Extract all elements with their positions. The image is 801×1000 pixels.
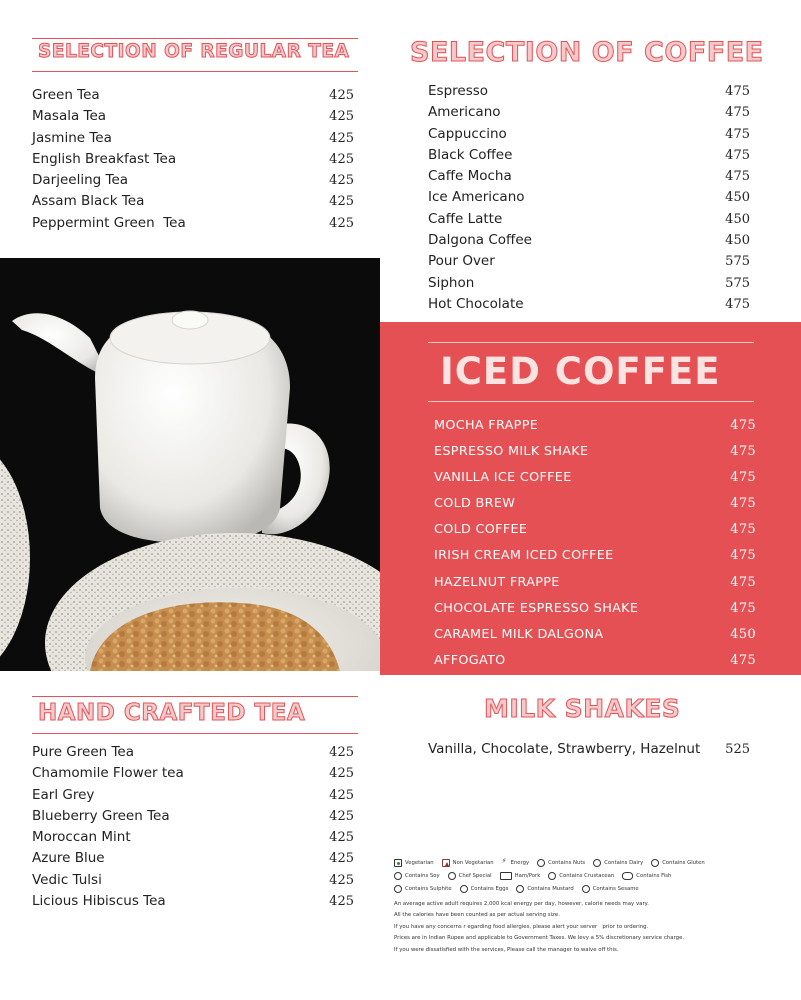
item-name: Moroccan Mint <box>32 829 131 846</box>
menu-item <box>32 213 354 234</box>
hand-crafted-top-rule <box>32 696 358 697</box>
legend-row <box>394 885 774 893</box>
item-name: ESPRESSO MILK SHAKE <box>434 444 589 460</box>
menu-item <box>428 145 750 166</box>
item-name: CARAMEL MILK DALGONA <box>434 626 604 642</box>
energy-icon <box>502 859 508 867</box>
item-price: 425 <box>329 830 354 846</box>
legend-item <box>537 859 585 867</box>
chef-special-icon <box>448 872 456 880</box>
menu-item <box>434 517 756 543</box>
item-price: 425 <box>329 872 354 888</box>
menu-item <box>32 191 354 212</box>
menu-item <box>434 596 756 622</box>
item-name: Ice Americano <box>428 189 525 206</box>
item-price: 475 <box>730 574 756 590</box>
legend-label: Contains Nuts <box>548 860 586 866</box>
menu-item <box>434 622 756 648</box>
item-name: Cappuccino <box>428 125 507 142</box>
menu-item <box>32 870 354 891</box>
legend-label: Vegetarian <box>405 860 434 866</box>
legend-label: Contains Sesame <box>592 886 639 892</box>
legend-row <box>394 872 774 880</box>
item-price: 425 <box>329 194 354 210</box>
iced-coffee-title: ICED COFFEE <box>440 350 721 393</box>
item-price: 450 <box>725 233 750 249</box>
item-price: 475 <box>730 600 756 616</box>
legend-item <box>442 859 494 867</box>
menu-item <box>434 648 756 674</box>
menu-item <box>428 273 750 294</box>
menu-item <box>32 827 354 848</box>
item-price: 475 <box>725 296 750 312</box>
menu-item <box>434 439 756 465</box>
item-name: Americano <box>428 104 501 121</box>
ham-pork-icon <box>500 872 512 880</box>
item-name: Vanilla, Chocolate, Strawberry, Hazelnut <box>428 741 701 757</box>
item-price: 425 <box>329 808 354 824</box>
legend-item <box>593 859 643 867</box>
legend-item <box>394 859 434 867</box>
mustard-icon <box>516 885 524 893</box>
item-name: Masala Tea <box>32 108 107 125</box>
item-name: Siphon <box>428 274 475 291</box>
item-price: 425 <box>329 173 354 189</box>
item-name: VANILLA ICE COFFEE <box>434 470 572 486</box>
legend-label: Contains Fish <box>636 873 672 879</box>
nuts-icon <box>537 859 545 867</box>
item-price: 475 <box>730 470 756 486</box>
item-price: 450 <box>725 190 750 206</box>
item-price: 425 <box>329 88 354 103</box>
legend-label: Contains Gluten <box>662 860 705 866</box>
hand-crafted-title: HAND CRAFTED TEA <box>38 700 306 726</box>
menu-item <box>428 230 750 251</box>
item-price: 425 <box>329 745 354 760</box>
item-name: HAZELNUT FRAPPE <box>434 574 560 590</box>
menu-item <box>428 124 750 145</box>
fish-icon <box>622 872 633 880</box>
item-price: 425 <box>329 151 354 167</box>
regular-tea-list <box>32 85 354 234</box>
item-price: 475 <box>730 652 756 668</box>
menu-item <box>434 570 756 596</box>
hand-crafted-bottom-rule <box>32 733 358 734</box>
legend-item <box>516 885 573 893</box>
legend-item <box>548 872 614 880</box>
teapot-lid-knob <box>172 311 208 329</box>
iced-coffee-bottom-rule <box>428 401 754 402</box>
item-price: 475 <box>730 496 756 512</box>
legend-item <box>500 872 541 880</box>
menu-item <box>32 742 354 763</box>
item-name: Green Tea <box>32 87 100 103</box>
dietary-legend <box>394 859 774 956</box>
item-name: IRISH CREAM ICED COFFEE <box>434 548 614 564</box>
item-name: CHOCOLATE ESPRESSO SHAKE <box>434 600 639 616</box>
teapot-illustration <box>0 258 380 671</box>
item-price: 475 <box>730 548 756 564</box>
menu-item <box>428 251 750 272</box>
hand-crafted-list <box>32 742 354 912</box>
soy-icon <box>394 872 402 880</box>
item-price: 475 <box>725 126 750 142</box>
menu-item <box>428 739 750 760</box>
item-name: Assam Black Tea <box>32 193 145 210</box>
item-price: 575 <box>725 254 750 270</box>
disclaimer-line: An average active adult requires 2,000 kcal energy per day, however, calorie needs may vary. <box>394 901 649 907</box>
menu-item <box>32 128 354 149</box>
regular-tea-bottom-rule <box>32 71 358 72</box>
menu-item <box>32 763 354 784</box>
legend-item <box>394 885 452 893</box>
iced-coffee-top-rule <box>428 342 754 343</box>
vegetarian-icon <box>394 859 402 867</box>
item-price: 475 <box>725 105 750 121</box>
item-name: Chamomile Flower tea <box>32 765 184 782</box>
legend-item <box>651 859 705 867</box>
item-name: MOCHA FRAPPE <box>434 418 539 433</box>
coffee-title: SELECTION OF COFFEE <box>410 37 764 68</box>
legend-row <box>394 859 774 867</box>
gluten-icon <box>651 859 659 867</box>
menu-item <box>428 187 750 208</box>
menu-item <box>434 465 756 491</box>
item-name: Peppermint Green Tea <box>32 214 186 231</box>
iced-coffee-list <box>434 413 756 674</box>
legend-item <box>622 872 671 880</box>
item-name: Dalgona Coffee <box>428 232 532 249</box>
menu-item <box>428 81 750 102</box>
legend-item <box>448 872 492 880</box>
legend-label: Non Vegetarian <box>452 860 494 866</box>
legend-item <box>394 872 440 880</box>
menu-item <box>32 785 354 806</box>
item-price: 450 <box>730 626 756 642</box>
legend-label: Contains Eggs <box>470 886 509 892</box>
legend-label: Ham/Pork <box>514 873 541 879</box>
item-price: 575 <box>725 275 750 291</box>
item-name: Espresso <box>428 83 489 99</box>
legend-label: Contains Sulphite <box>405 886 452 892</box>
coffee-list <box>428 81 750 315</box>
item-name: COLD COFFEE <box>434 522 528 538</box>
legend-item <box>502 859 530 867</box>
regular-tea-top-rule <box>32 38 358 39</box>
regular-tea-title: SELECTION OF REGULAR TEA <box>38 41 350 62</box>
item-name: Jasmine Tea <box>32 129 112 146</box>
item-price: 425 <box>329 851 354 867</box>
milk-shakes-list <box>428 739 750 760</box>
menu-item <box>32 149 354 170</box>
menu-item <box>434 413 756 439</box>
item-name: Pour Over <box>428 253 495 270</box>
item-name: Hot Chocolate <box>428 295 524 312</box>
item-name: Vedic Tulsi <box>32 871 102 888</box>
teapot-spout <box>12 313 110 378</box>
menu-item <box>428 209 750 230</box>
item-name: Black Coffee <box>428 146 513 163</box>
non-vegetarian-icon <box>442 859 450 867</box>
item-name: Caffe Mocha <box>428 168 512 185</box>
legend-item <box>582 885 639 893</box>
item-name: Darjeeling Tea <box>32 172 129 189</box>
item-price: 475 <box>730 522 756 538</box>
dairy-icon <box>593 859 601 867</box>
legend-label: Contains Mustard <box>527 886 574 892</box>
menu-item <box>428 294 750 315</box>
teapot-photo <box>0 258 380 671</box>
menu-item <box>32 848 354 869</box>
legend-item <box>460 885 509 893</box>
legend-label: Chef Special <box>458 873 492 879</box>
iced-coffee-panel <box>380 322 801 675</box>
menu-item <box>32 85 354 106</box>
crustacean-icon <box>548 872 556 880</box>
menu-item <box>32 806 354 827</box>
legend-label: Contains Soy <box>405 873 440 879</box>
disclaimer-line: If you were dissatisfied with the services, Please call the manager to waive off this. <box>394 946 619 953</box>
item-name: Blueberry Green Tea <box>32 807 170 824</box>
sesame-icon <box>582 885 590 893</box>
item-price: 525 <box>725 742 750 757</box>
item-price: 425 <box>329 894 354 910</box>
item-name: Licious Hibiscus Tea <box>32 893 166 910</box>
item-price: 475 <box>730 444 756 460</box>
menu-item <box>428 166 750 187</box>
item-price: 450 <box>725 211 750 227</box>
menu-item <box>434 491 756 517</box>
menu-item <box>32 891 354 912</box>
item-name: Pure Green Tea <box>32 744 135 760</box>
item-name: Earl Grey <box>32 786 95 803</box>
eggs-icon <box>460 885 468 893</box>
disclaimer-line: If you have any concerns r egarding food allergies, please alert your server prior to ordering. <box>394 923 649 930</box>
item-price: 425 <box>329 766 354 782</box>
menu-item <box>428 102 750 123</box>
item-price: 425 <box>329 215 354 231</box>
menu-item <box>32 106 354 127</box>
item-price: 475 <box>725 169 750 185</box>
menu-item <box>434 543 756 569</box>
item-name: Caffe Latte <box>428 210 503 227</box>
disclaimer-line: All the calories have been counted as per actual serving size. <box>394 912 560 919</box>
left-bowl <box>0 438 30 671</box>
item-price: 475 <box>725 147 750 163</box>
item-name: AFFOGATO <box>434 652 506 668</box>
menu-item <box>32 170 354 191</box>
item-price: 475 <box>725 84 750 99</box>
milk-shakes-title: MILK SHAKES <box>484 694 681 723</box>
item-name: Azure Blue <box>32 850 105 867</box>
legend-label: Contains Dairy <box>604 860 644 866</box>
item-price: 475 <box>730 418 756 433</box>
menu-disclaimer <box>394 899 774 956</box>
item-price: 425 <box>329 787 354 803</box>
disclaimer-line: Prices are in Indian Rupee and applicable to Government Taxes. We levy a 5% discretionary service charge. <box>394 935 685 942</box>
sulphite-icon <box>394 885 402 893</box>
legend-label: Energy <box>510 860 530 866</box>
item-name: COLD BREW <box>434 496 516 512</box>
item-price: 425 <box>329 109 354 125</box>
item-name: English Breakfast Tea <box>32 150 177 167</box>
item-price: 425 <box>329 130 354 146</box>
legend-label: Contains Crustacean <box>559 873 615 879</box>
